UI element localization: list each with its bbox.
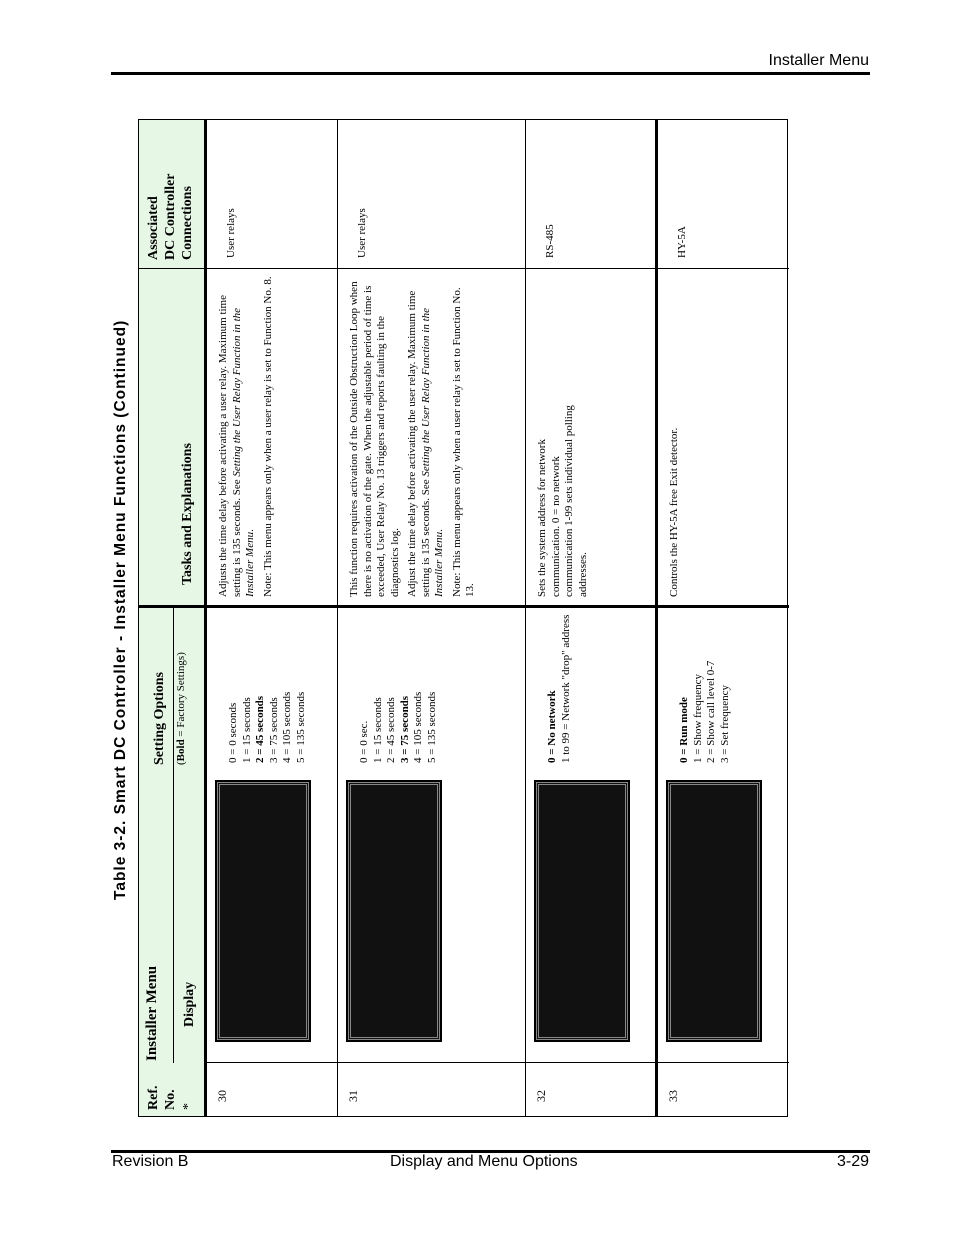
setting-list: [358, 692, 439, 763]
ref-number: 31: [346, 1090, 360, 1102]
setting-option: 2 = 45 seconds: [385, 697, 397, 763]
task-text: [217, 271, 279, 597]
lcd-display: [536, 782, 628, 1040]
note-text: = Factory Settings): [175, 652, 187, 740]
display-cell: [658, 771, 789, 1063]
connections-header-line2: DC Controller: [163, 173, 178, 260]
display-cell: [526, 771, 655, 1063]
header-divider: [173, 608, 174, 1063]
installer-menu-header: Installer Menu: [144, 965, 160, 1061]
setting-option: 1 = 15 seconds: [240, 697, 253, 763]
setting-option: 4 = 105 seconds: [412, 691, 424, 763]
connection-cell: [338, 118, 525, 269]
task-paragraph: [406, 271, 447, 597]
setting-cell: [207, 608, 337, 771]
setting-option: 3 = 75 seconds: [398, 695, 411, 763]
connection-text: User relays: [225, 208, 237, 258]
setting-option: 0 = No network: [546, 690, 558, 763]
setting-header-note: [173, 652, 190, 765]
task-paragraph: This function requires activation of the Outside Obstruction Loop when there is no activation of the gate. When the adjustable period of time is exceeded, User Relay No. 13 triggers and reports faulting in the diagnostics log.: [348, 281, 401, 597]
setting-option: 0 = 0 seconds: [227, 702, 239, 763]
connection-cell: [526, 118, 655, 269]
setting-option: 1 to 99 = Network "drop" address: [559, 614, 572, 763]
footer-page-number: 3-29: [836, 1153, 869, 1170]
setting-option: 1 = Show frequency: [691, 674, 704, 763]
task-text: [668, 271, 686, 597]
task-link-text: Setting the User Relay Function in the Installer Menu: [419, 307, 445, 597]
table-header-row: [139, 120, 207, 1116]
task-text: [536, 397, 594, 597]
ref-cell: [526, 1063, 655, 1116]
task-paragraph: Sets the system address for network communication. 0 = no network communication 1-99 sets individual polling addresses.: [536, 405, 589, 597]
setting-option: 3 = 75 seconds: [267, 697, 280, 763]
connection-cell: [207, 118, 337, 269]
setting-option: 4 = 105 seconds: [281, 691, 293, 763]
setting-option: 5 = 135 seconds: [294, 691, 307, 763]
task-text-b: .: [433, 529, 445, 532]
setting-list: [678, 661, 732, 763]
tasks-header: [139, 269, 204, 608]
connections-header-line3: Connections: [180, 186, 195, 260]
footer-revision: Revision B: [112, 1153, 189, 1170]
display-header-label: Display: [182, 981, 197, 1027]
task-link-text: Setting the User Relay Function in the Installer Menu: [230, 307, 256, 597]
setting-option: 3 = Set frequency: [718, 685, 731, 763]
task-paragraph: Controls the HY-5A free Exit detector.: [668, 427, 680, 597]
connections-header-line1: Associated: [146, 196, 161, 260]
tasks-cell: [207, 269, 337, 608]
lcd-display: [668, 782, 760, 1040]
setting-option: 0 = Run mode: [678, 697, 690, 763]
tasks-cell: [338, 269, 525, 608]
task-paragraph: [217, 271, 258, 597]
ref-header-line2: No.: [163, 1089, 178, 1110]
task-note: Note: This menu appears only when a user relay is set to Function No. 8.: [261, 276, 274, 597]
tasks-cell: [526, 269, 655, 608]
ref-header-line3: *: [181, 1103, 196, 1110]
footer-title: Display and Menu Options: [390, 1153, 578, 1170]
ref-cell: [207, 1063, 337, 1116]
setting-cell: [526, 608, 655, 771]
ref-number: 30: [215, 1090, 229, 1102]
setting-option: 1 = 15 seconds: [371, 697, 384, 763]
table-row-33: [658, 120, 789, 1116]
setting-cell: [338, 608, 525, 771]
ref-cell: [658, 1063, 789, 1116]
display-cell: [338, 771, 525, 1063]
connection-text: HY-5A: [676, 226, 688, 258]
header-section-title: Installer Menu: [768, 52, 869, 69]
task-text-b: .: [244, 529, 256, 532]
paren: (: [175, 761, 187, 765]
table-row-31: [338, 120, 526, 1116]
connection-text: User relays: [356, 208, 368, 258]
table-row-32: [526, 120, 658, 1116]
ref-cell: [338, 1063, 525, 1116]
setting-option: 0 = 0 sec.: [358, 720, 370, 763]
connection-cell: [658, 118, 789, 269]
connections-header: [139, 118, 204, 269]
installer-menu-table: [138, 119, 788, 1117]
ref-header: [139, 1063, 204, 1116]
task-text-a: Adjust the time delay before activating the user relay. Maximum time setting is 135 seconds. See: [406, 290, 432, 597]
setting-option: 2 = 45 seconds: [254, 695, 266, 763]
display-header: [139, 771, 204, 1063]
tasks-header-label: Tasks and Explanations: [180, 443, 195, 585]
setting-header-label: Setting Options: [152, 672, 167, 765]
task-note: Note: This menu appears only when a user relay is set to Function No. 13.: [450, 287, 476, 597]
ref-number: 33: [666, 1090, 680, 1102]
setting-option: 5 = 135 seconds: [425, 691, 438, 763]
lcd-display: [348, 782, 440, 1040]
lcd-display: [217, 782, 309, 1040]
table-row-30: [207, 120, 338, 1116]
setting-cell: [658, 608, 789, 771]
display-cell: [207, 771, 337, 1063]
setting-option: 2 = Show call level 0-7: [705, 660, 717, 763]
ref-number: 32: [534, 1090, 548, 1102]
task-text-a: Adjusts the time delay before activating a user relay. Maximum time setting is 135 seconds. See: [217, 294, 243, 597]
setting-list: [227, 692, 308, 763]
setting-header: [139, 608, 204, 771]
task-text: [348, 271, 482, 597]
ref-header-line1: Ref.: [146, 1085, 161, 1110]
header-rule: [111, 72, 870, 75]
tasks-cell: [658, 269, 789, 608]
table-caption: Table 3-2. Smart DC Controller - Installer Menu Functions (Continued): [112, 319, 129, 900]
connection-text: RS-485: [544, 224, 556, 258]
bold-word: Bold: [175, 739, 187, 762]
setting-list: [546, 613, 573, 763]
